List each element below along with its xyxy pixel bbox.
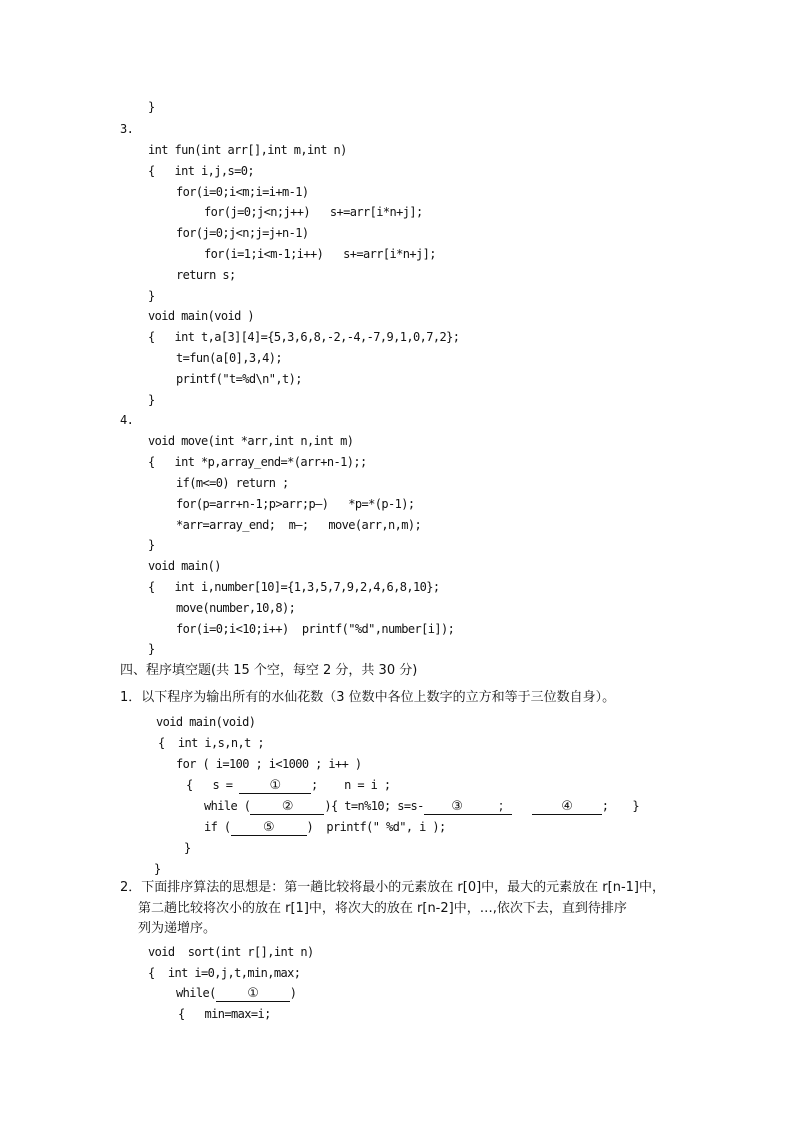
code-line: { int i,s,n,t ; bbox=[158, 736, 264, 750]
question-number: 3. bbox=[120, 122, 134, 136]
blank-5[interactable]: ⑤ bbox=[231, 821, 307, 836]
section-title: 四、程序填空题(共 15 个空，每空 2 分，共 30 分) bbox=[120, 663, 418, 678]
code-line: for(i=1;i<m-1;i++) s+=arr[i*n+j]; bbox=[204, 247, 436, 261]
code-line: if(m<=0) return ; bbox=[176, 476, 289, 490]
code-line: { int i,j,s=0; bbox=[148, 164, 254, 178]
code-line: void main(void) bbox=[156, 715, 256, 729]
code-text: { s = bbox=[186, 778, 239, 792]
code-line: *arr=array_end; m—; move(arr,n,m); bbox=[176, 518, 422, 532]
code-text: while( bbox=[176, 986, 216, 1000]
code-line: { int i,number[10]={1,3,5,7,9,2,4,6,8,10}; bbox=[148, 580, 440, 594]
code-line: printf("t=%d\n",t); bbox=[176, 372, 302, 386]
blank-1[interactable]: ① bbox=[239, 779, 311, 794]
code-line: void move(int *arr,int n,int m) bbox=[148, 434, 354, 448]
code-line-with-blank bbox=[186, 777, 391, 794]
blank-2[interactable]: ② bbox=[250, 800, 324, 815]
code-line-with-blank bbox=[176, 985, 296, 1002]
code-text: } bbox=[632, 799, 639, 813]
code-text: ) printf(" %d", i ); bbox=[306, 820, 446, 834]
code-line: void main() bbox=[148, 559, 221, 573]
code-line: int fun(int arr[],int m,int n) bbox=[148, 143, 347, 157]
blank-4-tail: ; bbox=[601, 799, 609, 813]
code-line: void sort(int r[],int n) bbox=[148, 945, 314, 959]
code-line: } bbox=[184, 841, 191, 855]
question-number: 4. bbox=[120, 413, 134, 427]
code-line: for(j=0;j<n;j++) s+=arr[i*n+j]; bbox=[204, 205, 423, 219]
code-line: } bbox=[148, 642, 155, 656]
code-text: if ( bbox=[204, 820, 231, 834]
code-line-with-blank bbox=[204, 819, 446, 836]
question-1-intro: 1．以下程序为输出所有的水仙花数（3 位数中各位上数字的立方和等于三位数自身）。 bbox=[120, 690, 616, 705]
code-line: for(j=0;j<n;j=j+n-1) bbox=[176, 226, 309, 240]
code-line: { min=max=i; bbox=[178, 1007, 271, 1021]
blank-1[interactable]: ① bbox=[216, 987, 290, 1002]
code-line: { int t,a[3][4]={5,3,6,8,-2,-4,-7,9,1,0,7,2}; bbox=[148, 330, 460, 344]
code-line-with-blank bbox=[204, 798, 639, 815]
code-text: ) bbox=[289, 986, 297, 1000]
code-line: void main(void ) bbox=[148, 309, 254, 323]
code-line: for(p=arr+n-1;p>arr;p—) *p=*(p-1); bbox=[176, 497, 415, 511]
code-line: t=fun(a[0],3,4); bbox=[176, 351, 282, 365]
code-line: move(number,10,8); bbox=[176, 601, 296, 615]
code-text: ; n = i ; bbox=[311, 778, 391, 792]
code-line: } bbox=[148, 289, 155, 303]
code-line: } bbox=[154, 862, 161, 876]
code-line: return s; bbox=[176, 268, 236, 282]
blank-3-tail: ; bbox=[490, 800, 512, 815]
code-line: } bbox=[148, 393, 155, 407]
question-2-intro: 2．下面排序算法的思想是：第一趟比较将最小的元素放在 r[0]中，最大的元素放在 r[n-1]中， bbox=[120, 880, 665, 895]
code-line: { int i=0,j,t,min,max; bbox=[148, 966, 301, 980]
code-line: { int *p,array_end=*(arr+n-1);; bbox=[148, 455, 367, 469]
question-2-intro: 列为递增序。 bbox=[138, 921, 217, 936]
code-text: while ( bbox=[204, 799, 251, 813]
code-line: for ( i=100 ; i<1000 ; i++ ) bbox=[176, 757, 362, 771]
code-line: for(i=0;i<10;i++) printf("%d",number[i]); bbox=[176, 622, 455, 636]
question-2-intro: 第二趟比较将次小的放在 r[1]中，将次大的放在 r[n-2]中，…,依次下去，直到待排序 bbox=[138, 901, 627, 916]
blank-4[interactable]: ④ bbox=[532, 800, 602, 815]
code-line: for(i=0;i<m;i=i+m-1) bbox=[176, 185, 309, 199]
blank-3[interactable]: ③ bbox=[424, 800, 490, 815]
code-text: ){ t=n%10; s=s- bbox=[324, 799, 424, 813]
code-line: } bbox=[148, 538, 155, 552]
code-line: } bbox=[148, 100, 155, 114]
